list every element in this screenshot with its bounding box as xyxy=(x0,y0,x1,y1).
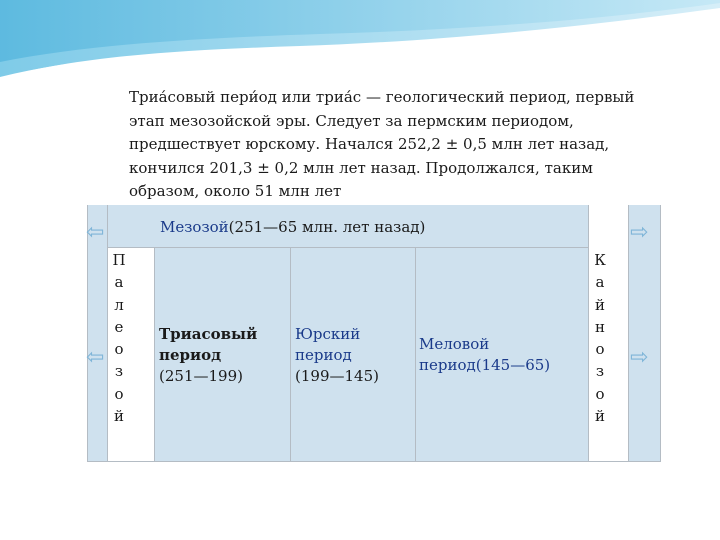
intro-paragraph: Триа́совый пери́од или триа́с — геологический период, первый этап мезозойской эры. Следует за пермским периодом, предшествует юрскому. Начался 252,2 ± 0,5 млн лет назад, кончился 201,3 ± 0,2 млн лет назад. Продолжался, таким образом, около 51 млн лет xyxy=(129,88,635,201)
jurassic-name[interactable]: Юрский xyxy=(295,325,361,343)
period-cretaceous xyxy=(419,334,550,376)
cenozoic-vertical-label: К а й н о з о й xyxy=(594,251,606,426)
arrow-right-icon[interactable]: ⇨ xyxy=(630,220,649,245)
arrow-right-icon[interactable]: ⇨ xyxy=(630,345,649,370)
arrow-left-icon[interactable]: ⇦ xyxy=(86,220,105,245)
arrow-left-icon[interactable]: ⇦ xyxy=(86,345,105,370)
triassic-name: Триасовый xyxy=(159,325,258,343)
header-wave-decoration xyxy=(0,0,720,90)
period-triassic xyxy=(159,324,257,387)
era-range: (251—65 млн. лет назад) xyxy=(228,218,426,236)
triassic-word: период xyxy=(159,346,222,364)
paleozoic-vertical-label: П а л е о з о й xyxy=(112,251,126,426)
era-link[interactable]: Мезозой xyxy=(160,218,229,236)
cretaceous-range[interactable]: период(145—65) xyxy=(419,356,551,374)
era-title xyxy=(160,218,425,236)
cretaceous-name[interactable]: Меловой xyxy=(419,335,490,353)
period-jurassic xyxy=(295,324,379,387)
jurassic-range: (199—145) xyxy=(295,367,379,385)
jurassic-word[interactable]: период xyxy=(295,346,352,364)
geologic-era-table xyxy=(87,205,661,462)
triassic-range: (251—199) xyxy=(159,367,243,385)
